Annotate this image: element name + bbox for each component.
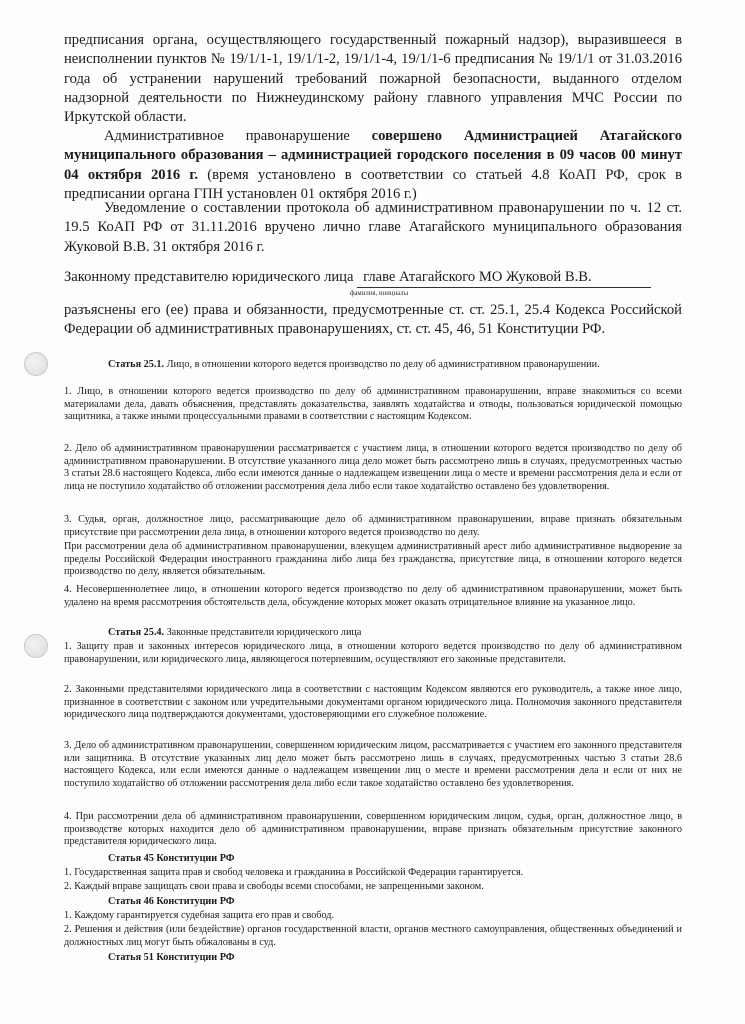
art-25-1-p2: 2. Дело об административном правонарушении рассматривается с участием лица, в отношении которого ведется производство по делу об административном правонарушении. В отсутствие указанного лица дело может быть рассмотрено лишь в случаях, предусмотренных частью 3 статьи 28.6 настоящего Кодекса, либо если имеются данные о надлежащем извещении лица о месте и времени рассмотрения дела и если от лица не поступило ходатайство об отложении рассмотрения дела либо если такое ходатайство оставлено без удовлетворения. (64, 443, 682, 492)
art-25-1-title-text: Лицо, в отношении которого ведется производство по делу об административном правонарушении. (164, 359, 600, 370)
punch-hole (24, 634, 48, 658)
art-51-heading-line (64, 952, 682, 965)
art-25-1-p3b: При рассмотрении дела об административном правонарушении, влекущем административный арест либо административное выдворение за пределы Российской Федерации иностранного гражданина либо лица без гражданства, присутствие лица, в отношении которого ведется производство по делу, является обязательным. (64, 541, 682, 578)
rights-explained: разъяснены его (ее) права и обязанности, предусмотренные ст. ст. 25.1, 25.4 Кодекса Российской Федерации об административных правонарушениях, ст. ст. 45, 46, 51 Конституции РФ. (64, 302, 682, 338)
art-25-4-title-text: Законные представители юридического лица (164, 627, 362, 638)
representative-line (64, 268, 684, 288)
art-25-4-heading: Статья 25.4. (108, 627, 165, 638)
intro-paragraph: предписания органа, осуществляющего государственный пожарный надзор), выразившееся в неисполнении пунктов № 19/1/1-1, 19/1/1-2, 19/1/1-4, 19/1/1-6 предписания № 19/1/1 от 31.03.2016 года об устранении нарушений требований пожарной безопасности, выданного отделом надзорной деятельности по Нижнеудинскому району главного управления МЧС России по Иркутской области. (64, 32, 682, 126)
art-25-1-title (64, 359, 682, 372)
art-25-4-p1: 1. Защиту прав и законных интересов юридического лица, в отношении которого ведется производство по делу об административном правонарушении, или юридического лица, являющегося потерпевшим, осуществляют его законные представители. (64, 641, 682, 665)
art-45-heading: Статья 45 Конституции РФ (108, 853, 235, 864)
art-46-heading-line (64, 896, 682, 909)
art-45-p1: 1. Государственная защита прав и свобод человека и гражданина в Российской Федерации гарантируется. (64, 867, 524, 878)
art-25-1-p1: 1. Лицо, в отношении которого ведется производство по делу об административном правонарушении, вправе знакомиться со всеми материалами дела, давать объяснения, представлять доказательства, заявлять ходатайства и отводы, пользоваться юридической помощью защитника, а также иными процессуальными правами в соответствии с настоящим Кодексом. (64, 386, 682, 423)
offense-bold: совершено Администрацией Атагайского муниципального образования – администрацией городского поселения в 09 часов 00 минут 04 октября 2016 г. (64, 128, 682, 183)
offense-lead: Административное правонарушение (104, 128, 372, 144)
art-25-4-p4: 4. При рассмотрении дела об административном правонарушении, совершенном юридическим лицом, судья, орган, должностное лицо, в производстве которых находится дело об административном правонарушении, вправе признать обязательным присутствие законного представителя юридического лица. (64, 811, 682, 848)
art-45-p2: 2. Каждый вправе защищать свои права и свободы всеми способами, не запрещенными законом. (64, 881, 484, 892)
art-51-heading: Статья 51 Конституции РФ (108, 952, 235, 963)
representative-caption: фамилия, инициалы (350, 290, 409, 297)
punch-hole (24, 352, 48, 376)
representative-label: Законному представителю юридического лица (64, 269, 354, 285)
art-25-4-title (64, 627, 682, 640)
offense-paragraph (64, 127, 682, 204)
art-25-1-p4: 4. Несовершеннолетнее лицо, в отношении которого ведется производство по делу об административном правонарушении, может быть удалено на время рассмотрения обстоятельств дела, обсуждение которых может оказать отрицательное влияние на указанное лицо. (64, 584, 682, 608)
art-25-4-p2: 2. Законными представителями юридического лица в соответствии с настоящим Кодексом являются его руководитель, а также иное лицо, признанное в соответствии с законом или учредительными документами органом юридического лица. Полномочия законного представителя юридического лица подтверждаются документами, удостоверяющими его служебное положение. (64, 684, 682, 721)
art-25-4-p3: 3. Дело об административном правонарушении, совершенном юридическим лицом, рассматривается с участием его законного представителя или защитника. В отсутствие указанных лиц дело может быть рассмотрено лишь в случаях, предусмотренных частью 3 статьи 28.6 настоящего Кодекса, или если имеются данные о надлежащем извещении лиц о месте и времени рассмотрения дела и если от них не поступило ходатайство об отложении рассмотрения дела либо если такое ходатайство оставлено без удовлетворения. (64, 740, 682, 789)
art-46-p1: 1. Каждому гарантируется судебная защита его прав и свобод. (64, 910, 335, 921)
art-46-heading: Статья 46 Конституции РФ (108, 896, 235, 907)
notification-paragraph: Уведомление о составлении протокола об административном правонарушении по ч. 12 ст. 19.5 КоАП РФ от 31.11.2016 вручено лично главе Атагайского муниципального образования Жуковой В.В. 31 октября 2016 г. (64, 200, 682, 255)
representative-name: главе Атагайского МО Жуковой В.В. (357, 268, 651, 288)
offense-tail: (время установлено в соответствии со статьей 4.8 КоАП РФ, срок в предписании органа ГПН установлен 01 октября 2016 г.) (64, 166, 682, 202)
art-25-1-p3: 3. Судья, орган, должностное лицо, рассматривающие дело об административном правонарушении, вправе признать обязательным присутствие при рассмотрении дела лица, в отношении которого ведется производство по делу. (64, 514, 682, 538)
art-45-heading-line (64, 853, 682, 866)
art-46-p2: 2. Решения и действия (или бездействие) органов государственной власти, органов местного самоуправления, общественных объединений и должностных лиц могут быть обжалованы в суд. (64, 924, 682, 948)
art-25-1-heading: Статья 25.1. (108, 359, 165, 370)
